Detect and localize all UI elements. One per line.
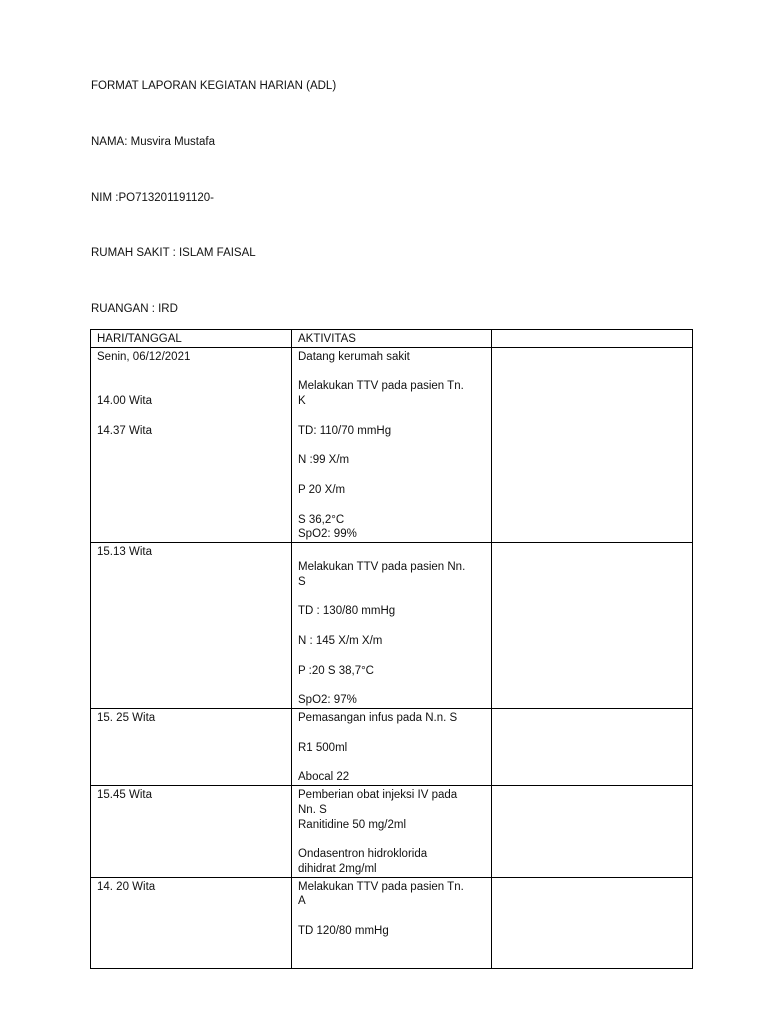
activity-line: SpO2: 99%	[298, 528, 357, 541]
table-row	[91, 347, 693, 542]
activity-line: Melakukan TTV pada pasien Tn.	[298, 380, 464, 393]
rumah-sakit-field: RUMAH SAKIT : ISLAM FAISAL	[91, 247, 256, 259]
header-hari-tanggal: HARI/TANGGAL	[91, 330, 292, 348]
activity-line: Melakukan TTV pada pasien Nn.	[298, 560, 466, 573]
date-cell	[91, 347, 292, 542]
header-blank	[492, 330, 693, 348]
activity-line: TD 120/80 mmHg	[298, 925, 389, 938]
activity-line	[298, 590, 486, 605]
date-cell	[91, 785, 292, 877]
table-row	[91, 708, 693, 785]
activity-line: N : 145 X/m X/m	[298, 634, 383, 647]
date-cell	[91, 543, 292, 709]
table-row	[91, 877, 693, 969]
activity-cell	[292, 347, 492, 542]
blank-cell	[492, 785, 693, 877]
activity-line: A	[298, 895, 306, 908]
activity-line: TD: 110/70 mmHg	[298, 424, 392, 437]
activity-line: Pemberian obat injeksi IV pada	[298, 788, 458, 801]
ruangan-field: RUANGAN : IRD	[91, 303, 178, 315]
activity-line	[298, 498, 486, 513]
activity-line: Pemasangan infus pada N.n. S	[298, 711, 458, 724]
activity-cell	[292, 877, 492, 969]
activity-line	[298, 939, 486, 954]
activity-line	[298, 649, 486, 664]
activity-line: N :99 X/m	[298, 454, 350, 467]
activity-cell	[292, 708, 492, 785]
table-header-row	[91, 330, 693, 348]
activity-line	[298, 832, 486, 847]
date-cell	[91, 877, 292, 969]
date-line: Senin, 06/12/2021	[97, 350, 191, 363]
activity-line	[298, 755, 486, 770]
blank-cell	[492, 347, 693, 542]
activity-line: S	[298, 575, 306, 588]
date-line	[97, 409, 286, 424]
blank-cell	[492, 543, 693, 709]
activity-line: S 36,2°C	[298, 513, 345, 526]
header-aktivitas: AKTIVITAS	[292, 330, 492, 348]
activity-line: dihidrat 2mg/ml	[298, 862, 377, 875]
activity-line	[298, 365, 486, 380]
activity-line: SpO2: 97%	[298, 694, 357, 707]
activity-cell	[292, 785, 492, 877]
activity-line	[298, 678, 486, 693]
activity-line	[298, 726, 486, 741]
activity-line	[298, 439, 486, 454]
nama-field: NAMA: Musvira Mustafa	[91, 136, 215, 148]
activity-line: P 20 X/m	[298, 483, 346, 496]
nim-field: NIM :PO713201191120-	[91, 192, 214, 204]
document-title: FORMAT LAPORAN KEGIATAN HARIAN (ADL)	[91, 80, 337, 92]
table-row	[91, 543, 693, 709]
activity-line	[298, 909, 486, 924]
activity-line	[298, 409, 486, 424]
activity-line: Ranitidine 50 mg/2ml	[298, 818, 407, 831]
date-line: 15.13 Wita	[97, 546, 152, 559]
activity-line	[298, 545, 486, 560]
activity-line: Melakukan TTV pada pasien Tn.	[298, 880, 464, 893]
activity-line: TD : 130/80 mmHg	[298, 605, 396, 618]
date-line: 14.37 Wita	[97, 424, 152, 437]
table-row	[91, 785, 693, 877]
date-line: 15.45 Wita	[97, 788, 152, 801]
date-line: 14. 20 Wita	[97, 880, 156, 893]
date-cell	[91, 708, 292, 785]
activity-cell	[292, 543, 492, 709]
date-line: 14.00 Wita	[97, 395, 152, 408]
date-line	[97, 379, 286, 394]
activity-line: P :20 S 38,7°C	[298, 664, 374, 677]
activity-line: Abocal 22	[298, 771, 350, 784]
activity-line: K	[298, 395, 306, 408]
activity-line: Ondasentron hidroklorida	[298, 848, 428, 861]
activity-log-table	[90, 329, 693, 969]
activity-line	[298, 619, 486, 634]
blank-cell	[492, 708, 693, 785]
activity-line: Nn. S	[298, 803, 327, 816]
activity-line: Datang kerumah sakit	[298, 350, 410, 363]
blank-cell	[492, 877, 693, 969]
activity-log-body	[91, 330, 693, 969]
date-line: 15. 25 Wita	[97, 711, 156, 724]
activity-line	[298, 468, 486, 483]
date-line	[97, 365, 286, 380]
activity-line: R1 500ml	[298, 741, 348, 754]
activity-line	[298, 954, 486, 969]
